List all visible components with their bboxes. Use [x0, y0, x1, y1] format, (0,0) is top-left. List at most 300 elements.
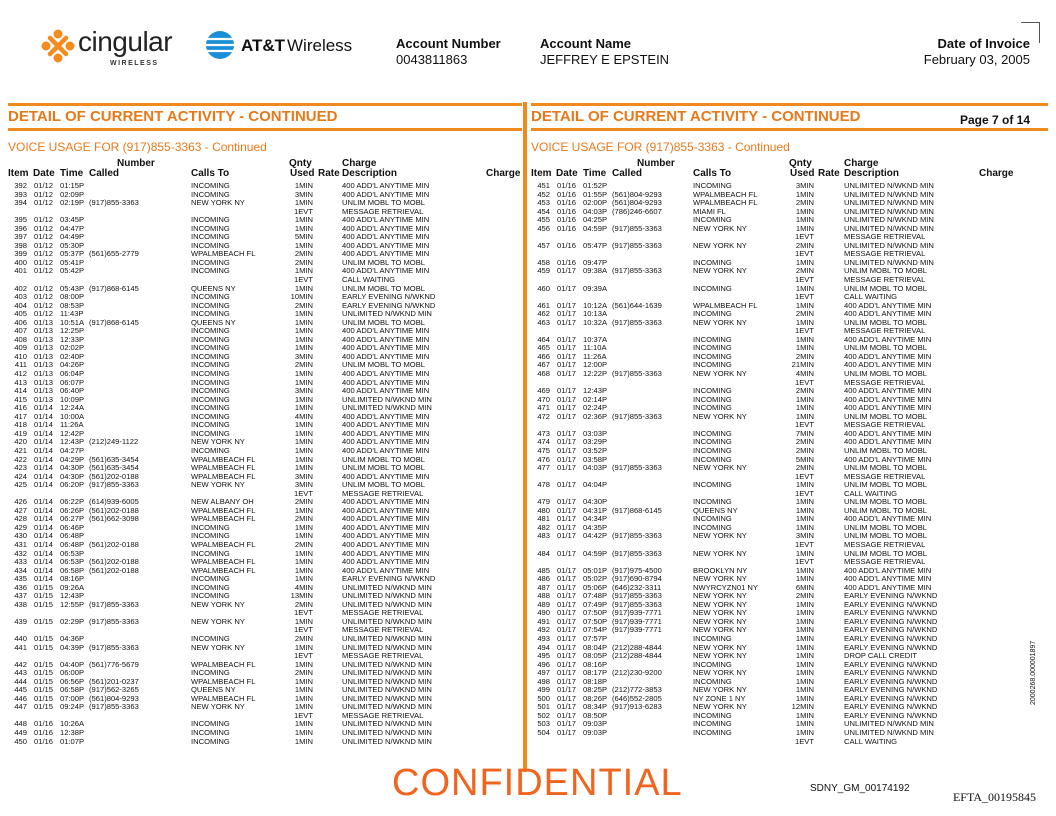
- cell-called: (561)635-3454: [89, 454, 139, 464]
- usage-row: [531, 558, 1048, 567]
- cell-description: UNLIMITED N/WKND MIN: [844, 189, 934, 199]
- cell-date: 01/17: [557, 403, 577, 413]
- cell-item: 429: [14, 522, 27, 532]
- cell-description: 400 ADD'L ANYTIME MIN: [342, 557, 430, 567]
- cell-used: 1MIN: [795, 668, 814, 678]
- cell-used: 1EVT: [294, 206, 313, 216]
- cell-used: 1MIN: [795, 651, 814, 661]
- cell-item: 472: [537, 411, 550, 421]
- cell-time: 04:30P: [583, 497, 608, 507]
- cell-date: 01/13: [34, 326, 54, 336]
- cell-date: 01/17: [557, 531, 577, 541]
- cell-item: 501: [537, 702, 550, 712]
- usage-row: [8, 379, 522, 388]
- cell-description: UNLIMITED N/WKND MIN: [342, 591, 432, 601]
- cell-date: 01/17: [557, 582, 577, 592]
- cell-description: 400 ADD'L ANYTIME MIN: [342, 249, 430, 259]
- cell-description: 400 ADD'L ANYTIME MIN: [342, 326, 430, 336]
- cell-called: (917)868-6145: [89, 283, 139, 293]
- cell-used: 1MIN: [795, 206, 814, 216]
- cell-time: 09:26A: [60, 582, 85, 592]
- cell-calls-to: WPALMBEACH FL: [693, 300, 758, 310]
- col-number-top: Number: [117, 158, 155, 169]
- usage-row: [531, 344, 1048, 353]
- cell-date: 01/14: [34, 505, 54, 515]
- cell-calls-to: BROOKLYN NY: [693, 565, 748, 575]
- usage-row: [531, 430, 1048, 439]
- cell-time: 04:27P: [60, 445, 85, 455]
- cell-used: 1MIN: [795, 574, 814, 584]
- usage-row: [8, 592, 522, 601]
- col-qnty-top: Qnty: [789, 158, 812, 169]
- cell-time: 06:58P: [60, 685, 85, 695]
- cell-calls-to: NEW ALBANY OH: [191, 497, 254, 507]
- usage-row: [531, 618, 1048, 627]
- cell-description: UNLIMITED N/WKND MIN: [342, 693, 432, 703]
- cell-item: 453: [537, 198, 550, 208]
- usage-row: [8, 233, 522, 242]
- cell-time: 06:46P: [60, 522, 85, 532]
- col-rate: Rate: [818, 168, 840, 179]
- cell-used: 1EVT: [795, 736, 814, 746]
- cell-calls-to: INCOMING: [191, 420, 230, 430]
- cell-date: 01/17: [557, 437, 577, 447]
- cell-used: 1MIN: [294, 693, 313, 703]
- cell-used: 1MIN: [795, 633, 814, 643]
- cell-time: 03:29P: [583, 437, 608, 447]
- cell-time: 06:00P: [60, 668, 85, 678]
- cell-calls-to: INCOMING: [693, 386, 732, 396]
- cell-used: 1MIN: [795, 522, 814, 532]
- cell-calls-to: INCOMING: [693, 283, 732, 293]
- column-divider: [523, 102, 527, 772]
- cell-time: 02:09P: [60, 189, 85, 199]
- cell-time: 01:52P: [583, 181, 608, 190]
- cell-item: 433: [14, 557, 27, 567]
- cell-calls-to: INCOMING: [191, 343, 230, 353]
- cell-item: 445: [14, 685, 27, 695]
- col-time: Time: [583, 168, 607, 179]
- cell-used: 2MIN: [294, 360, 313, 370]
- cell-called: (917)939-7771: [612, 625, 662, 635]
- cell-time: 05:47P: [583, 240, 608, 250]
- cell-time: 06:56P: [60, 676, 85, 686]
- cell-item: 475: [537, 445, 550, 455]
- cell-description: MESSAGE RETRIEVAL: [342, 625, 424, 635]
- usage-row: [8, 644, 522, 653]
- usage-row: [8, 191, 522, 200]
- cell-date: 01/16: [557, 240, 577, 250]
- cell-calls-to: NEW YORK NY: [693, 266, 747, 276]
- cell-used: 1MIN: [795, 608, 814, 618]
- cell-date: 01/17: [557, 633, 577, 643]
- cell-description: EARLY EVENING N/WKND: [844, 599, 938, 609]
- cell-calls-to: WPALMBEACH FL: [693, 189, 758, 199]
- usage-row: [531, 490, 1048, 499]
- cell-calls-to: NY ZONE 1 NY: [693, 693, 746, 703]
- usage-row: [531, 285, 1048, 294]
- cell-item: 495: [537, 651, 550, 661]
- cell-item: 471: [537, 403, 550, 413]
- cell-calls-to: WPALMBEACH FL: [191, 693, 256, 703]
- usage-row: [531, 447, 1048, 456]
- cell-used: 2MIN: [294, 599, 313, 609]
- cell-time: 04:49P: [60, 232, 85, 242]
- usage-row: [8, 344, 522, 353]
- cell-time: 05:42P: [60, 266, 85, 276]
- cell-time: 04:42P: [583, 531, 608, 541]
- cell-called: (917)855-3363: [612, 369, 662, 379]
- cell-used: 1MIN: [294, 369, 313, 379]
- cell-item: 465: [537, 343, 550, 353]
- cell-item: 421: [14, 445, 27, 455]
- cell-called: (561)804-9293: [612, 189, 662, 199]
- col-called: Called: [89, 168, 120, 179]
- cell-time: 04:39P: [60, 642, 85, 652]
- cell-item: 474: [537, 437, 550, 447]
- cell-description: 400 ADD'L ANYTIME MIN: [844, 309, 932, 319]
- cell-item: 491: [537, 616, 550, 626]
- account-number-label: Account Number: [396, 36, 501, 51]
- cell-date: 01/14: [34, 574, 54, 584]
- cell-used: 3MIN: [294, 471, 313, 481]
- cell-item: 468: [537, 369, 550, 379]
- cell-called: (917)855-3363: [612, 531, 662, 541]
- cell-used: 3MIN: [294, 480, 313, 490]
- cell-description: UNLIMITED N/WKND MIN: [342, 582, 432, 592]
- usage-row: [531, 635, 1048, 644]
- cell-called: (917)855-3363: [612, 591, 662, 601]
- cell-date: 01/14: [34, 514, 54, 524]
- cell-date: 01/14: [34, 539, 54, 549]
- cell-item: 410: [14, 351, 27, 361]
- cell-time: 06:40P: [60, 386, 85, 396]
- cell-calls-to: INCOMING: [191, 582, 230, 592]
- cell-used: 7MIN: [795, 428, 814, 438]
- cell-description: MESSAGE RETRIEVAL: [342, 710, 424, 720]
- cell-time: 10:13A: [583, 309, 608, 319]
- cell-description: 400 ADD'L ANYTIME MIN: [342, 386, 430, 396]
- col-charge: Charge: [979, 168, 1014, 179]
- usage-row: [8, 712, 522, 721]
- cell-used: 1MIN: [795, 411, 814, 421]
- cell-item: 493: [537, 633, 550, 643]
- cell-item: 447: [14, 702, 27, 712]
- cell-date: 01/17: [557, 411, 577, 421]
- cell-date: 01/13: [34, 343, 54, 353]
- cell-item: 494: [537, 642, 550, 652]
- cell-time: 02:36P: [583, 411, 608, 421]
- usage-row: [8, 720, 522, 729]
- cell-description: 400 ADD'L ANYTIME MIN: [844, 454, 932, 464]
- cell-calls-to: QUEENS NY: [191, 283, 236, 293]
- cell-date: 01/12: [34, 189, 54, 199]
- cell-used: 1MIN: [294, 445, 313, 455]
- cell-called: (917)855-3363: [612, 240, 662, 250]
- cell-date: 01/17: [557, 266, 577, 276]
- cell-date: 01/14: [34, 454, 54, 464]
- cell-called: (917)855-3363: [612, 411, 662, 421]
- cell-date: 01/17: [557, 702, 577, 712]
- cell-description: UNLIMITED N/WKND MIN: [342, 659, 432, 669]
- usage-row: [531, 473, 1048, 482]
- cell-calls-to: INCOMING: [693, 710, 732, 720]
- cell-calls-to: NWYRCYZN01 NY: [693, 582, 758, 592]
- cell-date: 01/15: [34, 582, 54, 592]
- cell-calls-to: INCOMING: [191, 428, 230, 438]
- cell-calls-to: INCOMING: [693, 215, 732, 225]
- cell-calls-to: INCOMING: [191, 215, 230, 225]
- cell-date: 01/15: [34, 702, 54, 712]
- cell-date: 01/16: [557, 189, 577, 199]
- usage-row: [531, 507, 1048, 516]
- cell-used: 2MIN: [294, 539, 313, 549]
- cell-date: 01/13: [34, 377, 54, 387]
- cell-calls-to: INCOMING: [191, 334, 230, 344]
- usage-row: [8, 250, 522, 259]
- cell-description: MESSAGE RETRIEVAL: [844, 232, 926, 242]
- cell-description: UNLIMITED N/WKND MIN: [342, 668, 432, 678]
- cingular-logo: [38, 22, 178, 70]
- cell-called: (917)855-3363: [612, 317, 662, 327]
- cell-date: 01/14: [34, 471, 54, 481]
- cell-calls-to: INCOMING: [693, 181, 732, 190]
- cell-time: 06:48P: [60, 539, 85, 549]
- cell-item: 466: [537, 351, 550, 361]
- cell-time: 02:02P: [60, 343, 85, 353]
- efta-number: EFTA_00195845: [952, 790, 1036, 804]
- cell-description: EARLY EVENING N/WKND: [844, 608, 938, 618]
- cell-date: 01/17: [557, 693, 577, 703]
- cell-date: 01/13: [34, 386, 54, 396]
- cell-used: 1MIN: [294, 394, 313, 404]
- cell-calls-to: INCOMING: [693, 403, 732, 413]
- cell-time: 09:03P: [583, 728, 608, 737]
- cell-item: 452: [537, 189, 550, 199]
- cell-date: 01/17: [557, 668, 577, 678]
- cell-calls-to: NEW YORK NY: [693, 574, 747, 584]
- cell-item: 450: [14, 736, 27, 746]
- cell-calls-to: NEW YORK NY: [693, 223, 747, 233]
- cell-item: 458: [537, 257, 550, 267]
- cell-description: MESSAGE RETRIEVAL: [844, 249, 926, 259]
- usage-row: [531, 404, 1048, 413]
- cell-calls-to: NEW YORK NY: [191, 437, 245, 447]
- usage-row: [8, 481, 522, 490]
- cell-time: 01:55P: [583, 189, 608, 199]
- cell-description: UNLIMITED N/WKND MIN: [342, 309, 432, 319]
- cell-date: 01/12: [34, 292, 54, 302]
- cell-date: 01/15: [34, 685, 54, 695]
- usage-row: [8, 413, 522, 422]
- cell-calls-to: INCOMING: [191, 591, 230, 601]
- cell-description: MESSAGE RETRIEVAL: [342, 488, 424, 498]
- usage-row: [531, 567, 1048, 576]
- cell-description: 400 ADD'L ANYTIME MIN: [844, 334, 932, 344]
- cell-description: MESSAGE RETRIEVAL: [844, 326, 926, 336]
- cell-description: UNLIM MOBL TO MOBL: [844, 531, 927, 541]
- cell-used: 2MIN: [795, 198, 814, 208]
- usage-row: [8, 626, 522, 635]
- cell-called: (917)913-6283: [612, 702, 662, 712]
- cell-description: 400 ADD'L ANYTIME MIN: [844, 428, 932, 438]
- cell-used: 21MIN: [791, 360, 814, 370]
- cell-item: 424: [14, 471, 27, 481]
- cell-calls-to: INCOMING: [191, 257, 230, 267]
- cell-description: UNLIM MOBL TO MOBL: [342, 480, 425, 490]
- cell-date: 01/12: [34, 309, 54, 319]
- cell-called: (561)662-3098: [89, 514, 139, 524]
- cell-called: (917)690-8794: [612, 574, 662, 584]
- cell-time: 08:26P: [583, 693, 608, 703]
- cell-calls-to: INCOMING: [693, 522, 732, 532]
- cell-used: 1MIN: [795, 659, 814, 669]
- cell-used: 4MIN: [294, 582, 313, 592]
- cell-used: 3MIN: [294, 189, 313, 199]
- cell-description: UNLIMITED N/WKND MIN: [844, 198, 934, 208]
- cell-used: 1MIN: [795, 685, 814, 695]
- cell-description: UNLIM MOBL TO MOBL: [342, 463, 425, 473]
- cell-used: 1EVT: [795, 539, 814, 549]
- cell-date: 01/17: [557, 719, 577, 729]
- cell-date: 01/12: [34, 240, 54, 250]
- cell-description: UNLIMITED N/WKND MIN: [844, 215, 934, 225]
- cell-description: UNLIMITED N/WKND MIN: [844, 223, 934, 233]
- cell-called: (212)288-4844: [612, 651, 662, 661]
- cell-item: 473: [537, 428, 550, 438]
- cell-description: UNLIM MOBL TO MOBL: [844, 283, 927, 293]
- cell-used: 1MIN: [795, 257, 814, 267]
- usage-row: [8, 609, 522, 618]
- cell-used: 2MIN: [795, 266, 814, 276]
- cell-date: 01/17: [557, 394, 577, 404]
- usage-row: [8, 370, 522, 379]
- col-calls-to: Calls To: [191, 168, 230, 179]
- cell-called: (917)562-3265: [89, 685, 139, 695]
- usage-row: [8, 430, 522, 439]
- cell-date: 01/12: [34, 257, 54, 267]
- usage-row: [531, 515, 1048, 524]
- cell-called: (561)202-0188: [89, 557, 139, 567]
- cell-time: 12:55P: [60, 599, 85, 609]
- cell-used: 2MIN: [795, 591, 814, 601]
- cell-time: 02:24P: [583, 403, 608, 413]
- cell-calls-to: WPALMBEACH FL: [191, 471, 256, 481]
- cell-time: 06:26P: [60, 505, 85, 515]
- cell-item: 455: [537, 215, 550, 225]
- col-used: Used: [790, 168, 815, 179]
- cell-time: 01:15P: [60, 181, 85, 190]
- cingular-wordmark: cingular: [78, 26, 173, 57]
- cell-item: 398: [14, 240, 27, 250]
- cell-description: UNLIM MOBL TO MOBL: [342, 317, 425, 327]
- cell-calls-to: WPALMBEACH FL: [191, 454, 256, 464]
- cell-used: 2MIN: [294, 633, 313, 643]
- cell-calls-to: INCOMING: [693, 343, 732, 353]
- cell-time: 05:01P: [583, 565, 608, 575]
- cell-description: 400 ADD'L ANYTIME MIN: [342, 420, 430, 430]
- cell-called: (917)868-6145: [89, 317, 139, 327]
- cell-calls-to: INCOMING: [693, 445, 732, 455]
- cell-date: 01/12: [34, 198, 54, 208]
- cell-calls-to: WPALMBEACH FL: [191, 514, 256, 524]
- usage-row: [531, 609, 1048, 618]
- usage-row: [8, 541, 522, 550]
- cell-item: 432: [14, 548, 27, 558]
- cell-time: 07:54P: [583, 625, 608, 635]
- cell-used: 1MIN: [294, 522, 313, 532]
- cell-item: 407: [14, 326, 27, 336]
- cell-used: 1MIN: [294, 377, 313, 387]
- cell-item: 416: [14, 403, 27, 413]
- usage-row: [531, 225, 1048, 234]
- cell-time: 08:17P: [583, 668, 608, 678]
- cell-description: UNLIMITED N/WKND MIN: [342, 616, 432, 626]
- cell-called: (561)202-0188: [89, 539, 139, 549]
- cell-item: 496: [537, 659, 550, 669]
- cell-time: 06:04P: [60, 369, 85, 379]
- cell-used: 1MIN: [294, 420, 313, 430]
- cell-description: 400 ADD'L ANYTIME MIN: [844, 565, 932, 575]
- cell-date: 01/14: [34, 411, 54, 421]
- usage-row: [531, 276, 1048, 285]
- cell-used: 1MIN: [795, 710, 814, 720]
- cell-description: 400 ADD'L ANYTIME MIN: [844, 437, 932, 447]
- cell-item: 405: [14, 309, 27, 319]
- cell-calls-to: INCOMING: [191, 411, 230, 421]
- usage-row: [531, 387, 1048, 396]
- col-used: Used: [290, 168, 315, 179]
- usage-row: [8, 695, 522, 704]
- cell-item: 443: [14, 668, 27, 678]
- cell-date: 01/17: [557, 522, 577, 532]
- cell-used: 2MIN: [294, 514, 313, 524]
- cell-date: 01/15: [34, 676, 54, 686]
- cell-date: 01/14: [34, 437, 54, 447]
- usage-row: [8, 336, 522, 345]
- cell-called: (561)635-3454: [89, 463, 139, 473]
- cell-date: 01/12: [34, 300, 54, 310]
- col-date: Date: [33, 168, 55, 179]
- invoice-date: February 03, 2005: [923, 52, 1030, 67]
- usage-row: [8, 447, 522, 456]
- cell-time: 08:50P: [583, 710, 608, 720]
- usage-row: [531, 686, 1048, 695]
- cell-used: 1MIN: [795, 728, 814, 737]
- cell-time: 01:07P: [60, 736, 85, 746]
- cell-used: 1MIN: [795, 497, 814, 507]
- cell-calls-to: INCOMING: [191, 300, 230, 310]
- cell-called: (614)939-6005: [89, 497, 139, 507]
- cell-time: 08:53P: [60, 300, 85, 310]
- cell-time: 08:34P: [583, 702, 608, 712]
- col-charge-top: Charge: [844, 158, 879, 169]
- cell-used: 1EVT: [294, 710, 313, 720]
- cell-time: 08:05P: [583, 651, 608, 661]
- cell-used: 1MIN: [294, 428, 313, 438]
- cell-time: 10:37A: [583, 334, 608, 344]
- cell-item: 415: [14, 394, 27, 404]
- usage-row: [8, 678, 522, 687]
- cell-date: 01/17: [557, 565, 577, 575]
- cell-description: CALL WAITING: [844, 736, 898, 746]
- cell-description: UNLIMITED N/WKND MIN: [844, 719, 934, 729]
- cell-calls-to: NEW YORK NY: [693, 608, 747, 618]
- cell-called: (561)202-0188: [89, 565, 139, 575]
- cell-item: 467: [537, 360, 550, 370]
- cell-called: (917)855-3363: [612, 266, 662, 276]
- usage-row: [531, 336, 1048, 345]
